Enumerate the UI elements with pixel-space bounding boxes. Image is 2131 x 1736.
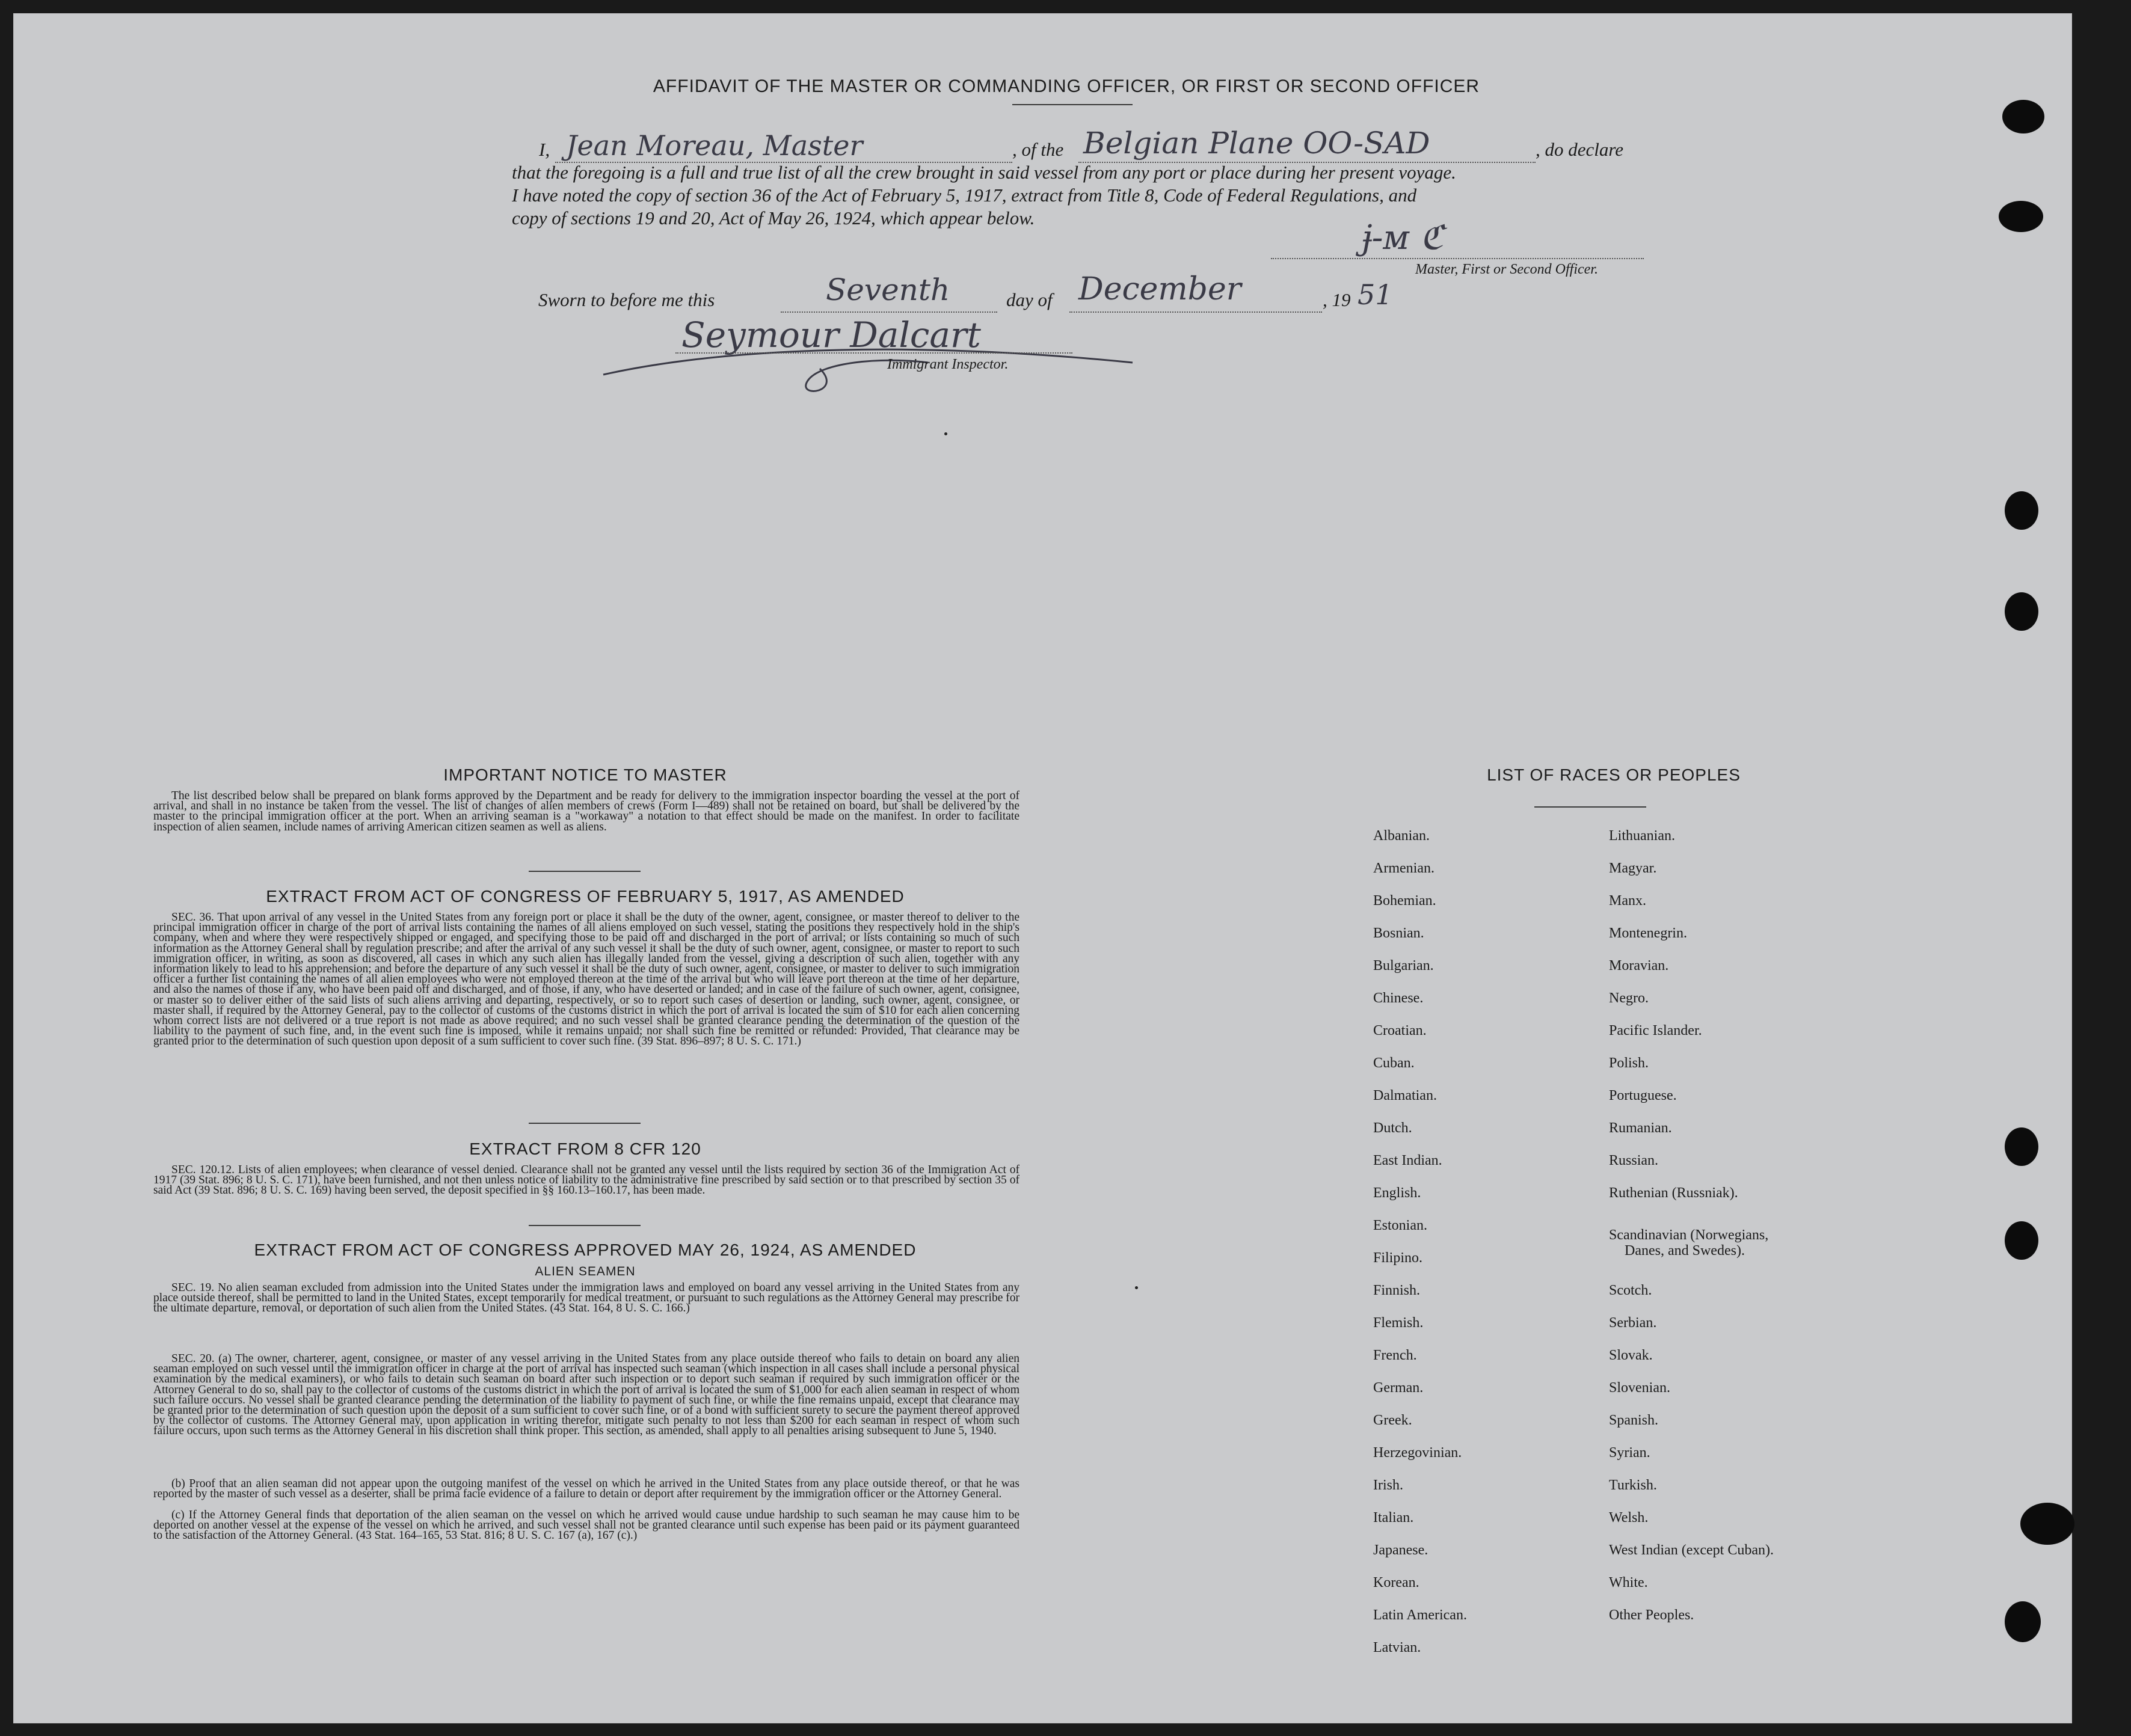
sworn-day-handwritten: Seventh	[826, 272, 950, 307]
race-item: Spanish.	[1609, 1412, 1659, 1428]
extract-1924-sec20b: (b) Proof that an alien seaman did not appear upon the outgoing manifest of the vessel on which he arrived in the United States from any place outside thereof, or that he was reported by the master of such vessel as a deserter, shall be prima facie evidence of a failure to detain or deport after requirement by the immigration officer or the Attorney General.	[153, 1477, 1019, 1501]
race-item: Croatian.	[1373, 1023, 1427, 1038]
race-item: Bulgarian.	[1373, 958, 1434, 974]
master-signature-label: Master, First or Second Officer.	[1415, 262, 1598, 277]
race-item: Magyar.	[1609, 860, 1657, 876]
race-item: Syrian.	[1609, 1445, 1650, 1461]
sworn-day-blank	[781, 311, 997, 313]
race-item: Armenian.	[1373, 860, 1435, 876]
extract-1924-title: EXTRACT FROM ACT OF CONGRESS APPROVED MAY 26, 1924, AS AMENDED	[254, 1241, 917, 1259]
inspector-signature-blank	[675, 352, 1072, 354]
race-item: Albanian.	[1373, 828, 1430, 844]
race-item: Japanese.	[1373, 1542, 1428, 1558]
punch-hole	[2005, 491, 2038, 530]
race-item: English.	[1373, 1185, 1421, 1201]
vessel-name-handwritten: Belgian Plane OO-SAD	[1083, 126, 1430, 161]
race-item: Negro.	[1609, 990, 1649, 1006]
extract-1924-subtitle: ALIEN SEAMEN	[535, 1265, 636, 1278]
punch-hole	[2005, 1601, 2041, 1642]
master-signature: ɉ-ᴍ ℭ	[1361, 218, 1444, 257]
affidavit-title: AFFIDAVIT OF THE MASTER OR COMMANDING OFFICER, OR FIRST OR SECOND OFFICER	[653, 76, 1480, 96]
race-item: West Indian (except Cuban).	[1609, 1542, 1774, 1558]
race-item: Dalmatian.	[1373, 1088, 1437, 1103]
race-item: Slovak.	[1609, 1348, 1653, 1363]
punch-hole	[1999, 201, 2043, 232]
race-item: Cuban.	[1373, 1055, 1415, 1071]
notice-text: The list described below shall be prepared on blank forms approved by the Department and be ready for delivery to the immigration inspector boarding the vessel at the port of arrival, and shall in no instance be taken from the vessel. The list of changes of alien members of crews (Form I—489) shall not be retained on board, but shall be delivered by the master to the principal immigration officer at the port. When an arriving seaman is a "workaway" a notation to that effect should be made on the manifest. In order to facilitate inspection of alien seamen, include names of arriving American citizen seamen as well as aliens.	[153, 790, 1019, 833]
inspector-signature: Seymour Dalcart	[681, 314, 981, 355]
inspector-label: Immigrant Inspector.	[887, 357, 1009, 372]
race-item: Latin American.	[1373, 1607, 1467, 1623]
sworn-year-handwritten: 51	[1358, 278, 1393, 311]
race-item: Turkish.	[1609, 1477, 1657, 1493]
race-item: Filipino.	[1373, 1250, 1423, 1266]
section-rule	[529, 871, 641, 872]
sworn-month-handwritten: December	[1078, 271, 1241, 307]
race-item: Slovenian.	[1609, 1380, 1670, 1396]
race-item: Latvian.	[1373, 1640, 1421, 1655]
race-item: White.	[1609, 1575, 1648, 1590]
extract-1924-sec20c: (c) If the Attorney General finds that deportation of the alien seaman on the vessel on which he arrived would cause undue hardship to such seaman he may cause him to be deported on another vessel at the expense of the vessel on which he arrived, and such vessel shall not be granted clearance until such expense has been paid or its payment guaranteed to the satisfaction of the Attorney General. (43 Stat. 164–165, 53 Stat. 816; 8 U. S. C. 167 (a), 167 (c).)	[153, 1509, 1019, 1542]
sworn-day-of: day of	[1006, 289, 1053, 310]
master-name-handwritten: Jean Moreau, Master	[566, 129, 863, 162]
extract-1917-text: SEC. 36. That upon arrival of any vessel in the United States from any foreign port or place it shall be the duty of the owner, agent, consignee, or master thereof to deliver to the principal immigration officer in charge of the port of arrival lists containing the names of all aliens employed on such vessel, stating the positions they respectively hold in the ship's company, when and where they were respectively shipped or engaged, and specifying those to be paid off and discharged in the port of arrival; or lists containing so much of such information as the Attorney General shall by regulation prescribe; and after the arrival of any such vessel it shall be the duty of such owner, agent, consignee, or master to report to such immigration officer, in writing, as soon as discovered, all cases in which any such alien has illegally landed from the vessel, giving a description of such alien, together with any information likely to lead to his apprehension; and before the departure of any such vessel it shall be the duty of such owner, agent, consignee, or master to deliver to such immigration officer a further list containing the names of all alien employees who were not employed thereon at the time of the arrival but who will leave port thereon at the time of her departure, and also the names of those if any, who have been paid off and discharged, and of those, if any, who have deserted or landed; and in case of the failure of such owner, agent, consignee, or master so to deliver either of the said lists of such aliens arriving and departing, respectively, or so to report such cases of desertion or landing, such owner, agent, consignee, or master shall, if required by the Attorney General, pay to the collector of customs of the customs district in which the port of arrival is located the sum of $10 for each alien concerning whom correct lists are not delivered or a true report is not made as above required; and no such vessel shall be granted clearance pending the determination of the question of the liability to the payment of such fine, and, in the event such fine is imposed, while it remains unpaid; nor shall such fine be remitted or refunded: Provided, That clearance may be granted prior to the determination of such question upon deposit of a sum sufficient to cover such fine. (39 Stat. 896–897; 8 U. S. C. 171.)	[153, 911, 1019, 1048]
sworn-year-prefix: , 19	[1323, 289, 1351, 310]
punch-hole	[2020, 1503, 2074, 1545]
affidavit-line2: that the foregoing is a full and true list of all the crew brought in said vessel from any port or place during her present voyage.	[512, 162, 1456, 183]
extract-1924-sec20a: SEC. 20. (a) The owner, charterer, agent, consignee, or master of any vessel arriving in the United States from any place outside thereof who fails to detain on board any alien seaman employed on such vessel until the immigration officer in charge at the port of arrival has inspected such seaman (which inspection in all cases shall include a personal physical examination by the medical examiners), or who fails to detain such seaman on board after such inspection or to deport such seaman if required by such immigration officer or the Attorney General to do so, shall pay to the collector of customs of the customs district in which the port of arrival is located the sum of $1,000 for each alien seaman in respect of whom such failure occurs. No vessel shall be granted clearance pending the determination of the liability to payment of such fine, or while the fine remains unpaid, except that clearance may be granted prior to the determination of such question upon the deposit of a sum sufficient to cover such fine, or of a bond with sufficient surety to secure the payment thereof approved by the collector of customs. The Attorney General may, upon application in writing therefor, mitigate such penalty to not less than $200 for each seaman in respect of whom such failure occurs, upon such terms as the Attorney General in his discretion shall think proper. This section, as amended, shall apply to all penalties arising subsequent to June 5, 1940.	[153, 1352, 1019, 1438]
punch-hole	[2002, 100, 2044, 133]
race-item: Estonian.	[1373, 1218, 1427, 1233]
race-item: Scotch.	[1609, 1283, 1652, 1298]
sworn-prefix: Sworn to before me this	[538, 289, 715, 310]
extract-1917-title: EXTRACT FROM ACT OF CONGRESS OF FEBRUARY 5, 1917, AS AMENDED	[266, 887, 905, 906]
speck	[944, 432, 947, 435]
title-rule	[1012, 104, 1133, 105]
sworn-month-blank	[1069, 311, 1322, 313]
race-item: Dutch.	[1373, 1120, 1412, 1136]
race-item: Lithuanian.	[1609, 828, 1675, 844]
race-item: French.	[1373, 1348, 1417, 1363]
master-signature-blank	[1271, 258, 1644, 259]
affidavit-line4: copy of sections 19 and 20, Act of May 26, 1924, which appear below.	[512, 207, 1035, 229]
race-item: Italian.	[1373, 1510, 1414, 1526]
race-item: Chinese.	[1373, 990, 1424, 1006]
race-item: Pacific Islander.	[1609, 1023, 1702, 1038]
section-rule	[529, 1123, 641, 1124]
speck	[1135, 1286, 1138, 1289]
race-item: German.	[1373, 1380, 1424, 1396]
races-title: LIST OF RACES OR PEOPLES	[1487, 765, 1741, 784]
extract-1924-sec19: SEC. 19. No alien seaman excluded from admission into the United States under the immigration laws and employed on board any vessel arriving in the United States from any place outside thereof, shall be permitted to land in the United States, except temporarily for medical treatment, or pursuant to such regulations as the Attorney General may prescribe for the ultimate departure, removal, or deportation of such alien from the United States. (43 Stat. 164, 8 U. S. C. 166.)	[153, 1281, 1019, 1315]
race-item: Bohemian.	[1373, 893, 1436, 909]
race-item: Ruthenian (Russniak).	[1609, 1185, 1738, 1201]
race-item: Danes, and Swedes).	[1625, 1243, 1745, 1259]
race-item: Rumanian.	[1609, 1120, 1672, 1136]
affidavit-line3: I have noted the copy of section 36 of the Act of February 5, 1917, extract from Title 8, Code of Federal Regulations, and	[512, 185, 1417, 206]
race-item: Polish.	[1609, 1055, 1649, 1071]
section-rule	[529, 1225, 641, 1226]
race-item: Herzegovinian.	[1373, 1445, 1462, 1461]
race-item: Montenegrin.	[1609, 925, 1687, 941]
race-item: Flemish.	[1373, 1315, 1424, 1331]
punch-hole	[2005, 1221, 2038, 1260]
race-item: Serbian.	[1609, 1315, 1657, 1331]
punch-hole	[2005, 592, 2038, 631]
race-item: Moravian.	[1609, 958, 1669, 974]
race-item: Bosnian.	[1373, 925, 1424, 941]
race-item: Other Peoples.	[1609, 1607, 1694, 1623]
notice-title: IMPORTANT NOTICE TO MASTER	[443, 765, 727, 784]
document-page	[13, 13, 2072, 1723]
race-item: Russian.	[1609, 1153, 1659, 1168]
race-item: Portuguese.	[1609, 1088, 1677, 1103]
race-item: Korean.	[1373, 1575, 1419, 1590]
race-item: Finnish.	[1373, 1283, 1421, 1298]
race-item: Welsh.	[1609, 1510, 1649, 1526]
extract-cfr-text: SEC. 120.12. Lists of alien employees; when clearance of vessel denied. Clearance shall not be granted any vessel until the lists required by section 36 of the Immigration Act of 1917 (39 Stat. 896; 8 U. S. C. 171), have been furnished, and not then unless notice of liability to the administrative fine prescribed by said section or to that prescribed by section 35 of said Act (39 Stat. 896; 8 U. S. C. 169) having been served, the deposit specified in §§ 160.13–160.17, has been made.	[153, 1164, 1019, 1197]
affidavit-line1-mid: , of the	[1012, 139, 1064, 160]
affidavit-line1-suffix: , do declare	[1536, 139, 1624, 160]
race-item: Manx.	[1609, 893, 1646, 909]
race-item: Scandinavian (Norwegians,	[1609, 1227, 1769, 1243]
extract-cfr-title: EXTRACT FROM 8 CFR 120	[469, 1139, 701, 1158]
affidavit-line1-prefix: I,	[539, 139, 550, 160]
races-title-rule	[1534, 806, 1646, 808]
race-item: East Indian.	[1373, 1153, 1442, 1168]
race-item: Irish.	[1373, 1477, 1403, 1493]
race-item: Greek.	[1373, 1412, 1412, 1428]
punch-hole	[2005, 1127, 2038, 1166]
